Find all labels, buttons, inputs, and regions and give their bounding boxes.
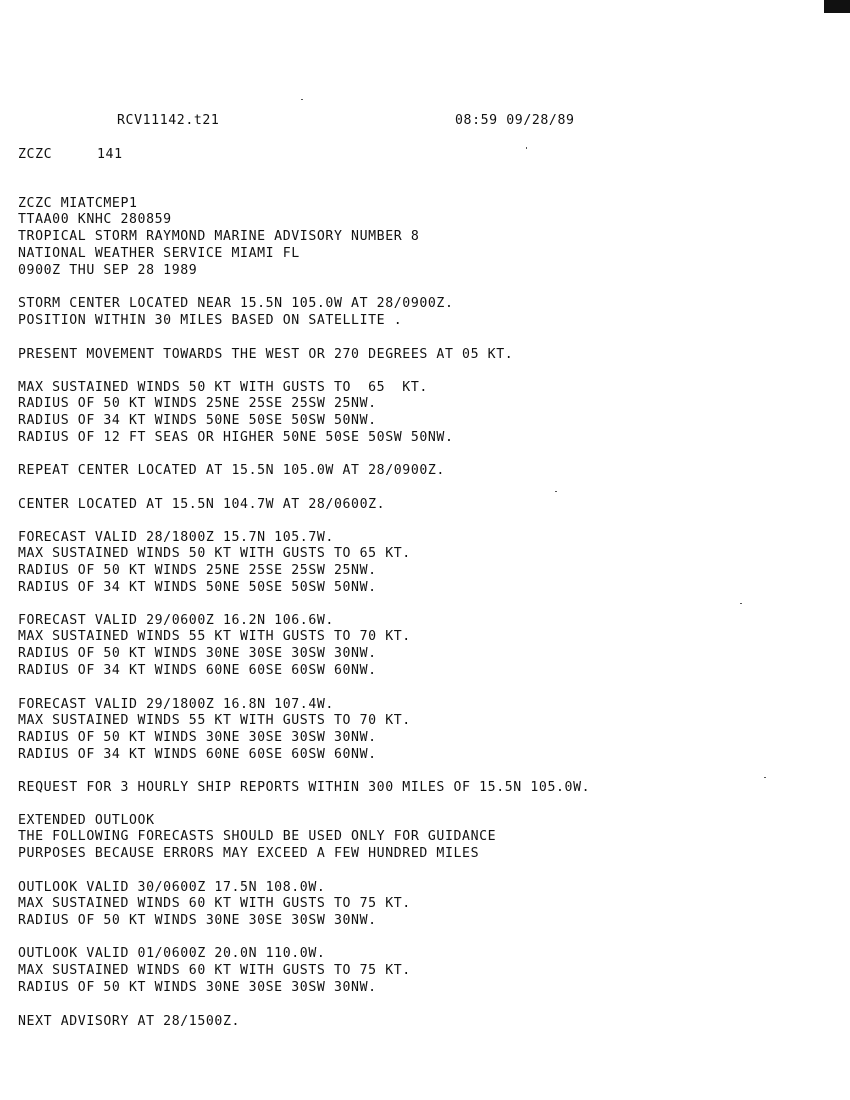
outlook-line: RADIUS OF 50 KT WINDS 30NE 30SE 30SW 30NW. — [18, 980, 377, 995]
forecast-line: FORECAST VALID 29/1800Z 16.8N 107.4W. — [18, 697, 334, 712]
forecast-line: MAX SUSTAINED WINDS 55 KT WITH GUSTS TO 70 KT. — [18, 629, 411, 644]
header-line: NATIONAL WEATHER SERVICE MIAMI FL — [18, 246, 300, 261]
forecast-line: RADIUS OF 34 KT WINDS 60NE 60SE 60SW 60NW. — [18, 663, 377, 678]
forecast-line: RADIUS OF 50 KT WINDS 25NE 25SE 25SW 25NW. — [18, 563, 377, 578]
movement-line: PRESENT MOVEMENT TOWARDS THE WEST OR 270 DEGREES AT 05 KT. — [18, 347, 514, 362]
outlook-line: RADIUS OF 50 KT WINDS 30NE 30SE 30SW 30NW. — [18, 913, 377, 928]
position-line: POSITION WITHIN 30 MILES BASED ON SATELLITE . — [18, 313, 403, 328]
outlook-line: MAX SUSTAINED WINDS 60 KT WITH GUSTS TO 75 KT. — [18, 963, 411, 978]
header-line: ZCZC MIATCMEP1 — [18, 196, 138, 211]
received-timestamp: 08:59 09/28/89 — [455, 113, 575, 128]
scan-speck — [301, 99, 303, 100]
winds-line: RADIUS OF 12 FT SEAS OR HIGHER 50NE 50SE 50SW 50NW. — [18, 430, 454, 445]
extended-outlook-heading: EXTENDED OUTLOOK — [18, 813, 155, 828]
scan-speck — [555, 491, 557, 492]
preamble-number: 141 — [97, 147, 123, 162]
winds-line: RADIUS OF 50 KT WINDS 25NE 25SE 25SW 25NW. — [18, 396, 377, 411]
header-line: 0900Z THU SEP 28 1989 — [18, 263, 198, 278]
forecast-line: RADIUS OF 50 KT WINDS 30NE 30SE 30SW 30NW. — [18, 730, 377, 745]
preamble-code: ZCZC — [18, 147, 53, 162]
scan-speck — [740, 603, 742, 604]
forecast-line: MAX SUSTAINED WINDS 50 KT WITH GUSTS TO 65 KT. — [18, 546, 411, 561]
extended-outlook-line: PURPOSES BECAUSE ERRORS MAY EXCEED A FEW HUNDRED MILES — [18, 846, 480, 861]
outlook-line: MAX SUSTAINED WINDS 60 KT WITH GUSTS TO 75 KT. — [18, 896, 411, 911]
scan-corner-mark — [824, 0, 850, 13]
outlook-line: OUTLOOK VALID 30/0600Z 17.5N 108.0W. — [18, 880, 326, 895]
forecast-line: RADIUS OF 34 KT WINDS 50NE 50SE 50SW 50NW. — [18, 580, 377, 595]
forecast-line: MAX SUSTAINED WINDS 55 KT WITH GUSTS TO 70 KT. — [18, 713, 411, 728]
header-line: TTAA00 KNHC 280859 — [18, 212, 172, 227]
winds-line: MAX SUSTAINED WINDS 50 KT WITH GUSTS TO 65 KT. — [18, 380, 428, 395]
forecast-line: FORECAST VALID 28/1800Z 15.7N 105.7W. — [18, 530, 334, 545]
forecast-line: RADIUS OF 50 KT WINDS 30NE 30SE 30SW 30NW. — [18, 646, 377, 661]
repeat-center-line: REPEAT CENTER LOCATED AT 15.5N 105.0W AT 28/0900Z. — [18, 463, 445, 478]
file-name: RCV11142.t21 — [117, 113, 220, 128]
position-line: STORM CENTER LOCATED NEAR 15.5N 105.0W AT 28/0900Z. — [18, 296, 454, 311]
extended-outlook-line: THE FOLLOWING FORECASTS SHOULD BE USED ONLY FOR GUIDANCE — [18, 829, 497, 844]
previous-center-line: CENTER LOCATED AT 15.5N 104.7W AT 28/0600Z. — [18, 497, 386, 512]
forecast-line: FORECAST VALID 29/0600Z 16.2N 106.6W. — [18, 613, 334, 628]
ship-request-line: REQUEST FOR 3 HOURLY SHIP REPORTS WITHIN 300 MILES OF 15.5N 105.0W. — [18, 780, 591, 795]
scan-speck — [526, 147, 527, 149]
next-advisory-line: NEXT ADVISORY AT 28/1500Z. — [18, 1014, 241, 1029]
forecast-line: RADIUS OF 34 KT WINDS 60NE 60SE 60SW 60NW. — [18, 747, 377, 762]
outlook-line: OUTLOOK VALID 01/0600Z 20.0N 110.0W. — [18, 946, 326, 961]
winds-line: RADIUS OF 34 KT WINDS 50NE 50SE 50SW 50NW. — [18, 413, 377, 428]
scan-speck — [764, 777, 766, 778]
advisory-title: TROPICAL STORM RAYMOND MARINE ADVISORY NUMBER 8 — [18, 229, 420, 244]
